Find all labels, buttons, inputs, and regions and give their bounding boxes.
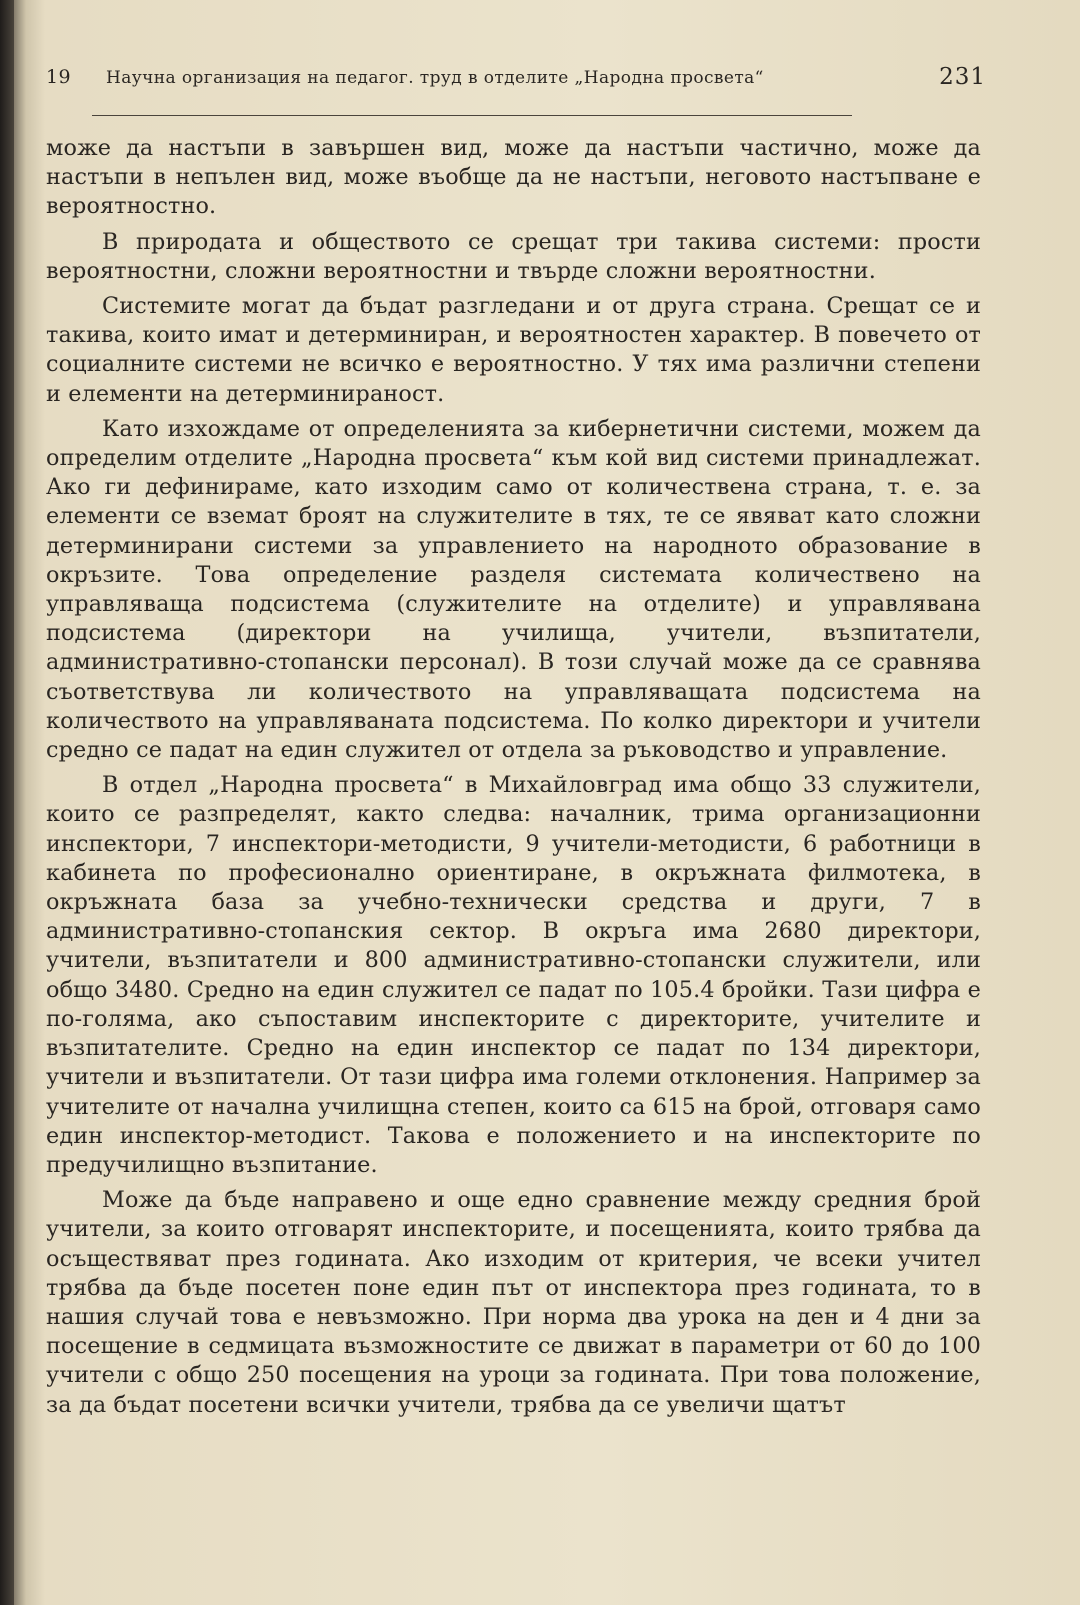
paragraph: В отдел „Народна просвета“ в Михайловград има общо 33 служители, които се разпределят, както следва: началник, трима организационни инспектори, 7 инспектори-методисти, 9 учители-методисти, 6 работници в кабинета по професионално ориентиране, в окръжната филмотека, в окръжната база за учебно-технически средства и други, 7 в административно-стопанския сектор. В окръга има 2680 директори, учители, възпитатели и 800 административно-стопански служители, или общо 3480. Средно на един служител се падат по 105.4 бройки. Тази цифра е по-голяма, ако съпоставим инспекторите с директорите, учителите и възпитателите. Средно на един инспектор се падат по 134 директори, учители и възпитатели. От тази цифра има големи отклонения. Например за учителите от начална училищна степен, които са 615 на брой, отговаря само един инспектор-методист. Такова е положението и на инспекторите по предучилищно възпитание. bbox=[46, 772, 981, 1178]
book-spine-shadow bbox=[0, 0, 14, 1605]
paragraph: Като изхождаме от определенията за кибернетични системи, можем да определим отделите „Народна просвета“ към кой вид системи принадлежат. Ако ги дефинираме, като изходим само от количествена страна, т. е. за елементи се вземат броят на служителите в тях, те се явяват като сложни детерминирани системи за управлението на народното образование в окръзите. Това определение разделя системата количествено на управляваща подсистема (служителите на отделите) и управлявана подсистема (директори на училища, учители, възпитатели, административно-стопански персонал). В този случай може да се сравнява съответствува ли количеството на управляващата подсистема на количеството на управляваната подсистема. По колко директори и учители средно се падат на един служител от отдела за ръководство и управление. bbox=[46, 415, 981, 764]
paragraph: Може да бъде направено и още едно сравнение между средния брой учители, за които отговарят инспекторите, и посещенията, които трябва да осъществяват през годината. Ако изходим от критерия, че всеки учител трябва да бъде посетен поне един път от инспектора през годината, то в нашия случай това е невъзможно. При норма два урока на ден и 4 дни за посещение в седмицата възможностите се движат в параметри от 60 до 100 учители с общо 250 посещения на уроци за годината. При това положение, за да бъдат посетени всички учители, трябва да се увеличи щатът bbox=[46, 1187, 981, 1418]
header-left-number: 19 bbox=[46, 66, 71, 88]
body-text bbox=[46, 134, 981, 1420]
running-title: Научна организация на педагог. труд в отделите „Народна просвета“ bbox=[106, 68, 764, 88]
paragraph: Системите могат да бъдат разгледани и от друга страна. Срещат се и такива, които имат и детерминиран, и вероятностен характер. В повечето от социалните системи не всичко е вероятностно. У тях има различни степени и елементи на детерминираност. bbox=[46, 293, 981, 407]
page-header bbox=[46, 64, 986, 104]
header-rule bbox=[92, 115, 852, 116]
paragraph: може да настъпи в завършен вид, може да настъпи частично, може да настъпи в непълен вид, може въобще да не настъпи, неговото настъпване е вероятностно. bbox=[46, 135, 981, 220]
page-number: 231 bbox=[939, 64, 986, 90]
paragraph: В природата и обществото се срещат три такива системи: прости вероятностни, сложни вероятностни и твърде сложни вероятностни. bbox=[46, 228, 981, 284]
